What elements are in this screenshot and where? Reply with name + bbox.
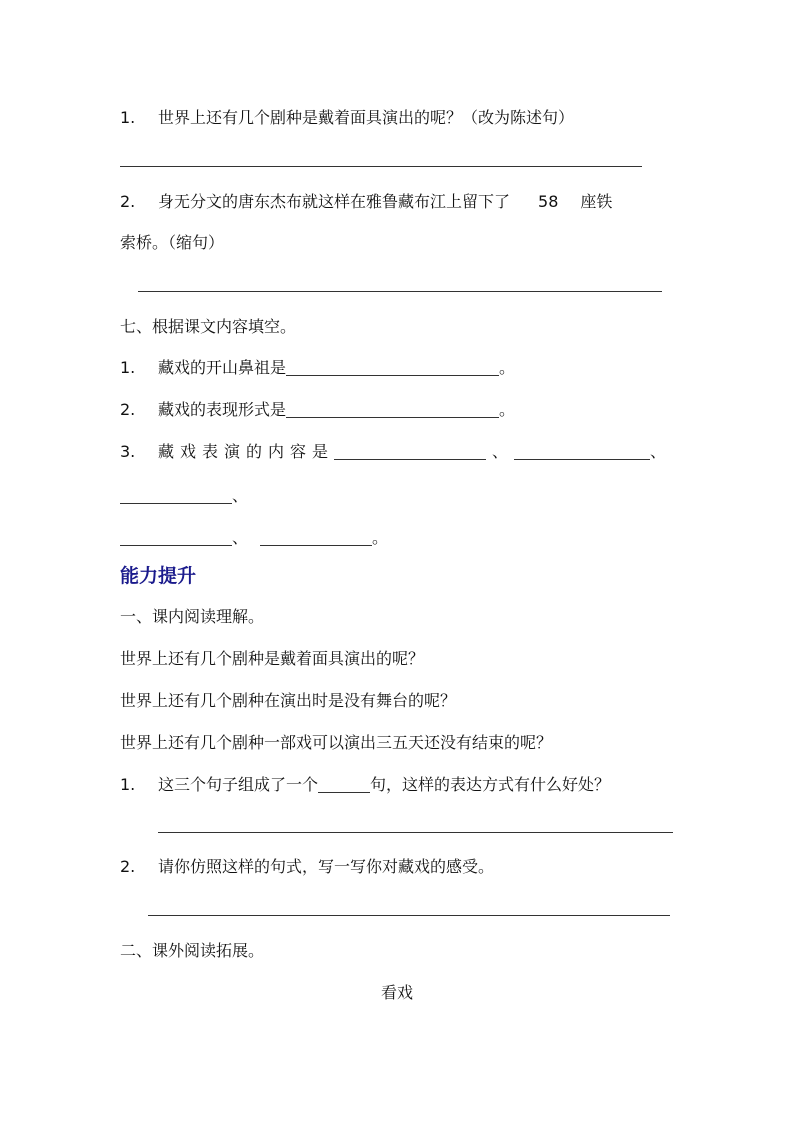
question-7-3-continued-2 [120,528,388,548]
reading-question-2 [120,857,494,877]
question-number: 2. [120,400,136,419]
question-text: 藏戏表演的内容是 [158,442,335,461]
question-7-3-continued [120,486,248,506]
punctuation: 。 [372,528,389,547]
answer-line[interactable] [120,166,642,167]
question-text-end: 座铁 [580,192,613,211]
punctuation: 。 [499,400,516,419]
reading-question-1 [120,775,610,795]
question-7-3 [120,442,666,462]
question-number: 3. [120,442,136,461]
question-text: 藏戏的开山鼻祖是 [158,358,287,377]
question-number: 1. [120,358,136,377]
fill-blank[interactable] [286,359,499,376]
part-1-title: 一、课内阅读理解。 [120,607,265,626]
question-text-end: 句，这样的表达方式有什么好处？ [370,775,611,794]
question-number: 2. [120,192,136,211]
question-text: 请你仿照这样的句式，写一写你对藏戏的感受。 [158,857,495,876]
question-6-1 [120,108,574,128]
fill-blank[interactable] [120,487,232,504]
section-7-title: 七、根据课文内容填空。 [120,317,297,336]
question-7-2 [120,400,515,420]
reading-title: 看戏 [380,983,413,1002]
question-6-2-continued [120,233,224,253]
passage-line-2: 世界上还有几个剧种在演出时是没有舞台的呢？ [120,691,457,710]
fill-blank[interactable] [120,529,232,546]
question-6-2 [120,192,612,212]
punctuation: 。 [499,358,516,377]
fill-blank[interactable] [318,776,370,793]
fill-blank[interactable] [334,443,486,460]
question-text: 藏戏的表现形式是 [158,400,287,419]
question-number: 1. [120,775,136,794]
fill-blank[interactable] [286,401,499,418]
question-text-line2: 索桥。（缩句） [120,233,225,252]
question-text: 身无分文的唐东杰布就这样在雅鲁藏布江上留下了 [158,192,511,211]
passage-line-3: 世界上还有几个剧种一部戏可以演出三五天还没有结束的呢？ [120,733,553,752]
answer-line[interactable] [158,832,673,833]
punctuation: 、 [650,442,667,461]
punctuation: 、 [492,442,509,461]
question-number: 1. [120,108,136,127]
ability-heading: 能力提升 [120,565,197,587]
question-number: 2. [120,857,136,876]
answer-line[interactable] [148,915,670,916]
punctuation: 、 [232,486,249,505]
fill-blank[interactable] [260,529,372,546]
answer-line[interactable] [138,291,662,292]
passage-line-1: 世界上还有几个剧种是戴着面具演出的呢？ [120,649,425,668]
question-text: 这三个句子组成了一个 [158,775,319,794]
question-text: 世界上还有几个剧种是戴着面具演出的呢？（改为陈述句） [158,108,575,127]
question-number-value: 58 [538,192,559,211]
fill-blank[interactable] [514,443,650,460]
part-2-title: 二、课外阅读拓展。 [120,941,265,960]
punctuation: 、 [232,528,249,547]
question-7-1 [120,358,515,378]
